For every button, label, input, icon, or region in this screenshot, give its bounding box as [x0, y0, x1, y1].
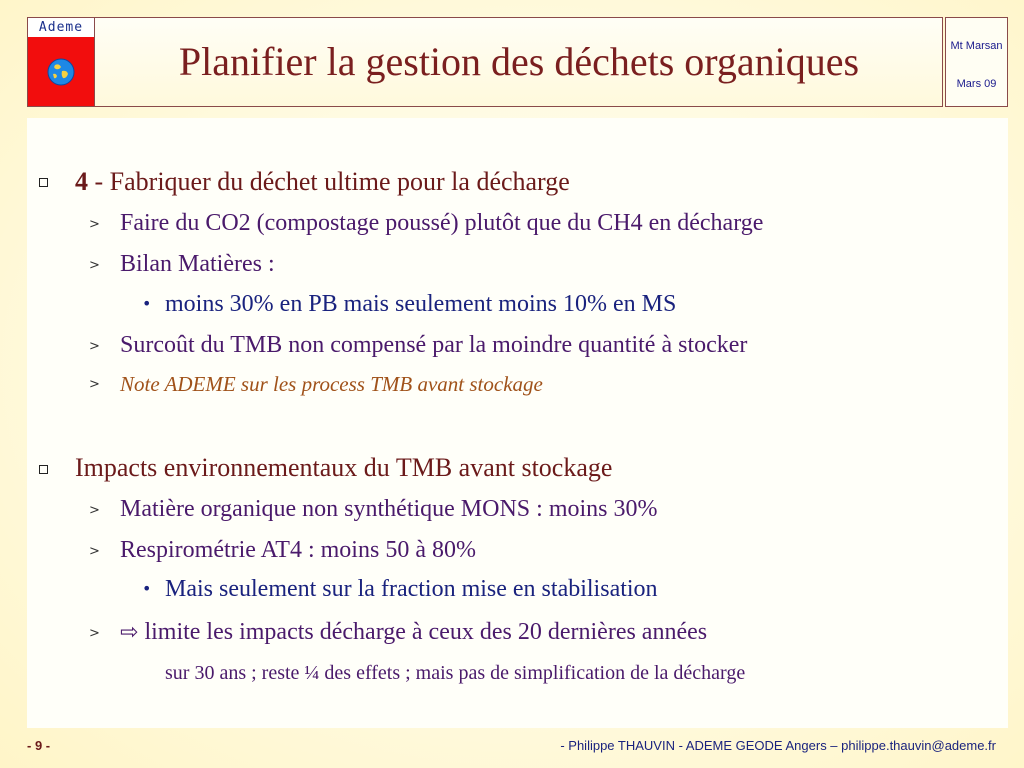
chevron-right-icon: > [89, 377, 100, 392]
section1-note: Note ADEME sur les process TMB avant stockage [120, 372, 543, 396]
section2-item3-line [120, 619, 707, 646]
square-bullet-icon [39, 178, 48, 187]
section1-heading [75, 167, 570, 197]
section1-item3: Surcoût du TMB non compensé par la moindre quantité à stocker [120, 332, 748, 358]
footer-author: - Philippe THAUVIN - ADEME GEODE Angers – philippe.thauvin@ademe.fr [560, 738, 996, 753]
date-label: Mars 09 [956, 78, 997, 90]
section2-heading: Impacts environnementaux du TMB avant stockage [75, 453, 613, 482]
section1-item2-sub: moins 30% en PB mais seulement moins 10% en MS [165, 291, 677, 317]
section1-title: - Fabriquer du déchet ultime pour la décharge [88, 167, 570, 196]
location-label: Mt Marsan [950, 40, 1003, 52]
square-bullet-icon [39, 465, 48, 474]
slide-title: Planifier la gestion des déchets organiques [178, 39, 860, 84]
section2-item1: Matière organique non synthétique MONS : moins 30% [120, 496, 658, 522]
location-date-box [945, 17, 1008, 107]
dot-bullet-icon: • [142, 294, 152, 313]
section1-item1: Faire du CO2 (compostage poussé) plutôt que du CH4 en décharge [120, 210, 764, 236]
section2-item3: limite les impacts décharge à ceux des 20 dernières années [144, 619, 708, 645]
chevron-right-icon: > [89, 217, 100, 232]
chevron-right-icon: > [89, 258, 100, 273]
page-number: - 9 - [27, 738, 51, 753]
logo-text: Ademe [28, 18, 94, 37]
chevron-right-icon: > [89, 626, 100, 641]
globe-icon [28, 37, 94, 106]
dot-bullet-icon: • [142, 579, 152, 598]
right-arrow-icon: ⇨ [120, 620, 139, 645]
chevron-right-icon: > [89, 339, 100, 354]
section1-number: 4 [75, 167, 88, 196]
section1-item2: Bilan Matières : [120, 251, 275, 277]
chevron-right-icon: > [89, 503, 100, 518]
section2-item3-detail: sur 30 ans ; reste ¼ des effets ; mais pas de simplification de la décharge [165, 662, 746, 684]
chevron-right-icon: > [89, 544, 100, 559]
ademe-logo [27, 17, 95, 107]
section2-item2-sub: Mais seulement sur la fraction mise en stabilisation [165, 576, 658, 602]
section2-item2: Respirométrie AT4 : moins 50 à 80% [120, 537, 476, 563]
